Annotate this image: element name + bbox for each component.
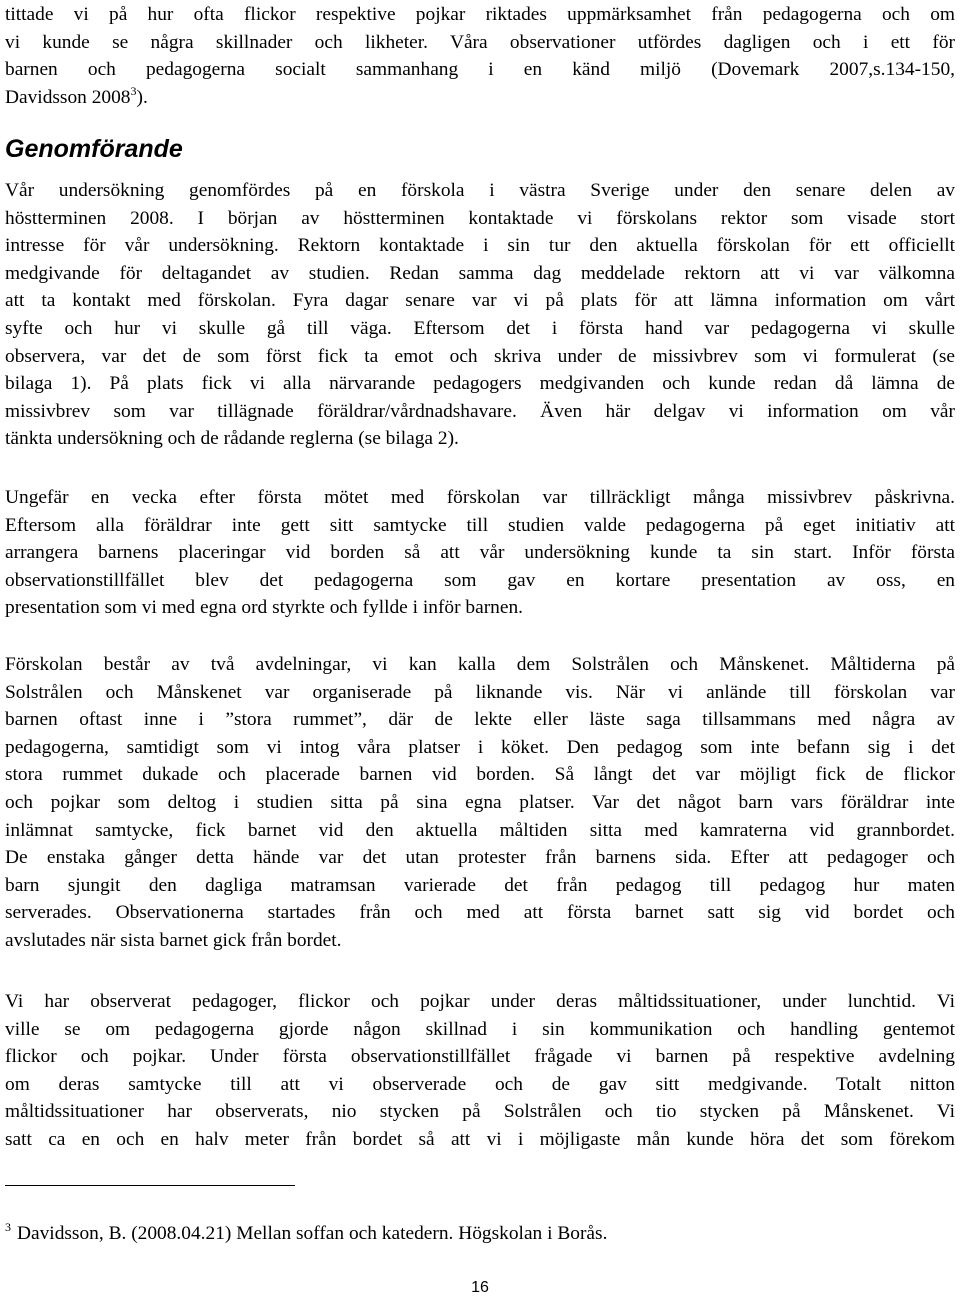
text-line: om deras samtycke till att vi observerade och de gav sitt medgivande. Totalt nitton [5,1073,955,1095]
text-line: barnen och pedagogerna socialt sammanhang i en känd miljö (Dovemark 2007,s.134-150, [5,59,955,81]
text-line: ville se om pedagogerna gjorde någon skillnad i sin kommunikation och handling gentemot [5,1018,955,1040]
footnote-reference: 3 [130,83,137,98]
text-line: höstterminen 2008. I början av höstterminen kontaktade vi förskolans rektor som visade stort [5,207,955,229]
footnote-text: Davidsson, B. (2008.04.21) Mellan soffan och katedern. Högskolan i Borås. [17,1223,608,1244]
footnote-mark: 3 [5,1220,11,1234]
text-line: presentation som vi med egna ord styrkte och fyllde i inför barnen. [5,597,524,619]
text-line: tänkta undersökning och de rådande reglerna (se bilaga 2). [5,428,459,450]
text-line: vi kunde se några skillnader och likheter. Våra observationer utfördes dagligen och i ett för [5,31,955,53]
text-line: bilaga 1). På plats fick vi alla närvarande pedagogers medgivanden och kunde redan då lämna de [5,373,955,395]
text-line: avslutades när sista barnet gick från bordet. [5,929,342,951]
text-line: Vår undersökning genomfördes på en förskola i västra Sverige under den senare delen av [5,180,955,201]
text-line: Ungefär en vecka efter första mötet med förskolan var tillräckligt många missivbrev påskrivna. [5,487,955,508]
text-line: barn sjungit den dagliga matramsan varierade det från pedagog till pedagog hur maten [5,874,955,896]
footnote [5,1222,607,1246]
section-heading: Genomförande [5,135,183,163]
text-line: Förskolan består av två avdelningar, vi kan kalla dem Solstrålen och Månskenet. Måltiderna på [5,654,955,675]
citation-close: ). [136,86,148,108]
text-line: satt ca en och en halv meter från bordet så att vi i möjligaste mån kunde höra det som förekom [5,1128,955,1150]
text-line: måltidssituationer har observerats, nio stycken på Solstrålen och tio stycken på Månskenet. Vi [5,1101,955,1123]
text-line: Vi har observerat pedagoger, flickor och pojkar under deras måltidssituationer, under lunchtid. Vi [5,991,955,1012]
text-line: missivbrev som var tillägnade föräldrar/vårdnadshavare. Även här delgav vi information om vår [5,400,955,422]
text-line: tittade vi på hur ofta flickor respektive pojkar riktades uppmärksamhet från pedagogerna och om [5,4,955,25]
page-number: 16 [471,1279,489,1296]
intro-paragraph [5,1,955,111]
citation-text: Davidsson 2008 [5,86,131,108]
paragraph-observation [5,988,955,1154]
text-line: serverades. Observationerna startades från och med att första barnet satt sig vid bordet och [5,902,955,924]
footnote-separator [5,1185,295,1186]
text-line: pedagogerna, samtidigt som vi intog våra platser i köket. Den pedagog som inte befann sig i det [5,736,955,758]
text-line: medgivande för deltagandet av studien. Redan samma dag meddelade rektorn att vi var välkomna [5,262,955,284]
text-line: syfte och hur vi skulle gå till väga. Eftersom det i första hand var pedagogerna vi skulle [5,317,955,339]
text-line: Eftersom alla föräldrar inte gett sitt samtycke till studien valde pedagogerna på eget initiativ att [5,514,955,536]
text-line: Solstrålen och Månskenet var organiserade på liknande vis. När vi anlände till förskolan var [5,681,955,703]
paragraph-preschool [5,651,955,955]
text-line: intresse för vår undersökning. Rektorn kontaktade i sin tur den aktuella förskolan för ett officiellt [5,235,955,257]
text-line: att ta kontakt med förskolan. Fyra dagar senare var vi på plats för att lämna information om vårt [5,290,955,312]
text-line: inlämnat samtycke, fick barnet vid den aktuella måltiden sitta med kamraterna vid grannbordet. [5,819,955,841]
text-line: flickor och pojkar. Under första observationstillfället frågade vi barnen på respektive avdelning [5,1046,955,1068]
paragraph-procedure [5,177,955,453]
text-line: barnen oftast inne i ”stora rummet”, där de lekte eller läste saga tillsammans med några av [5,709,955,731]
text-line: observera, var det de som först fick ta emot och skriva under de missivbrev som vi formulerat (se [5,345,955,367]
text-line: och pojkar som deltog i studien sitta på sina egna platser. Var det något barn vars föräldrar inte [5,791,955,813]
paragraph-consent [5,484,955,622]
text-line: De enstaka gånger detta hände var det utan protester från barnens sida. Efter att pedagoger och [5,847,955,869]
text-line: observationstillfället blev det pedagogerna som gav en kortare presentation av oss, en [5,569,955,591]
text-line [5,84,955,112]
text-line: arrangera barnens placeringar vid borden så att vår undersökning kunde ta sin start. Inför första [5,542,955,564]
text-line: stora rummet dukade och placerade barnen vid borden. Så långt det var möjligt fick de flickor [5,764,955,786]
